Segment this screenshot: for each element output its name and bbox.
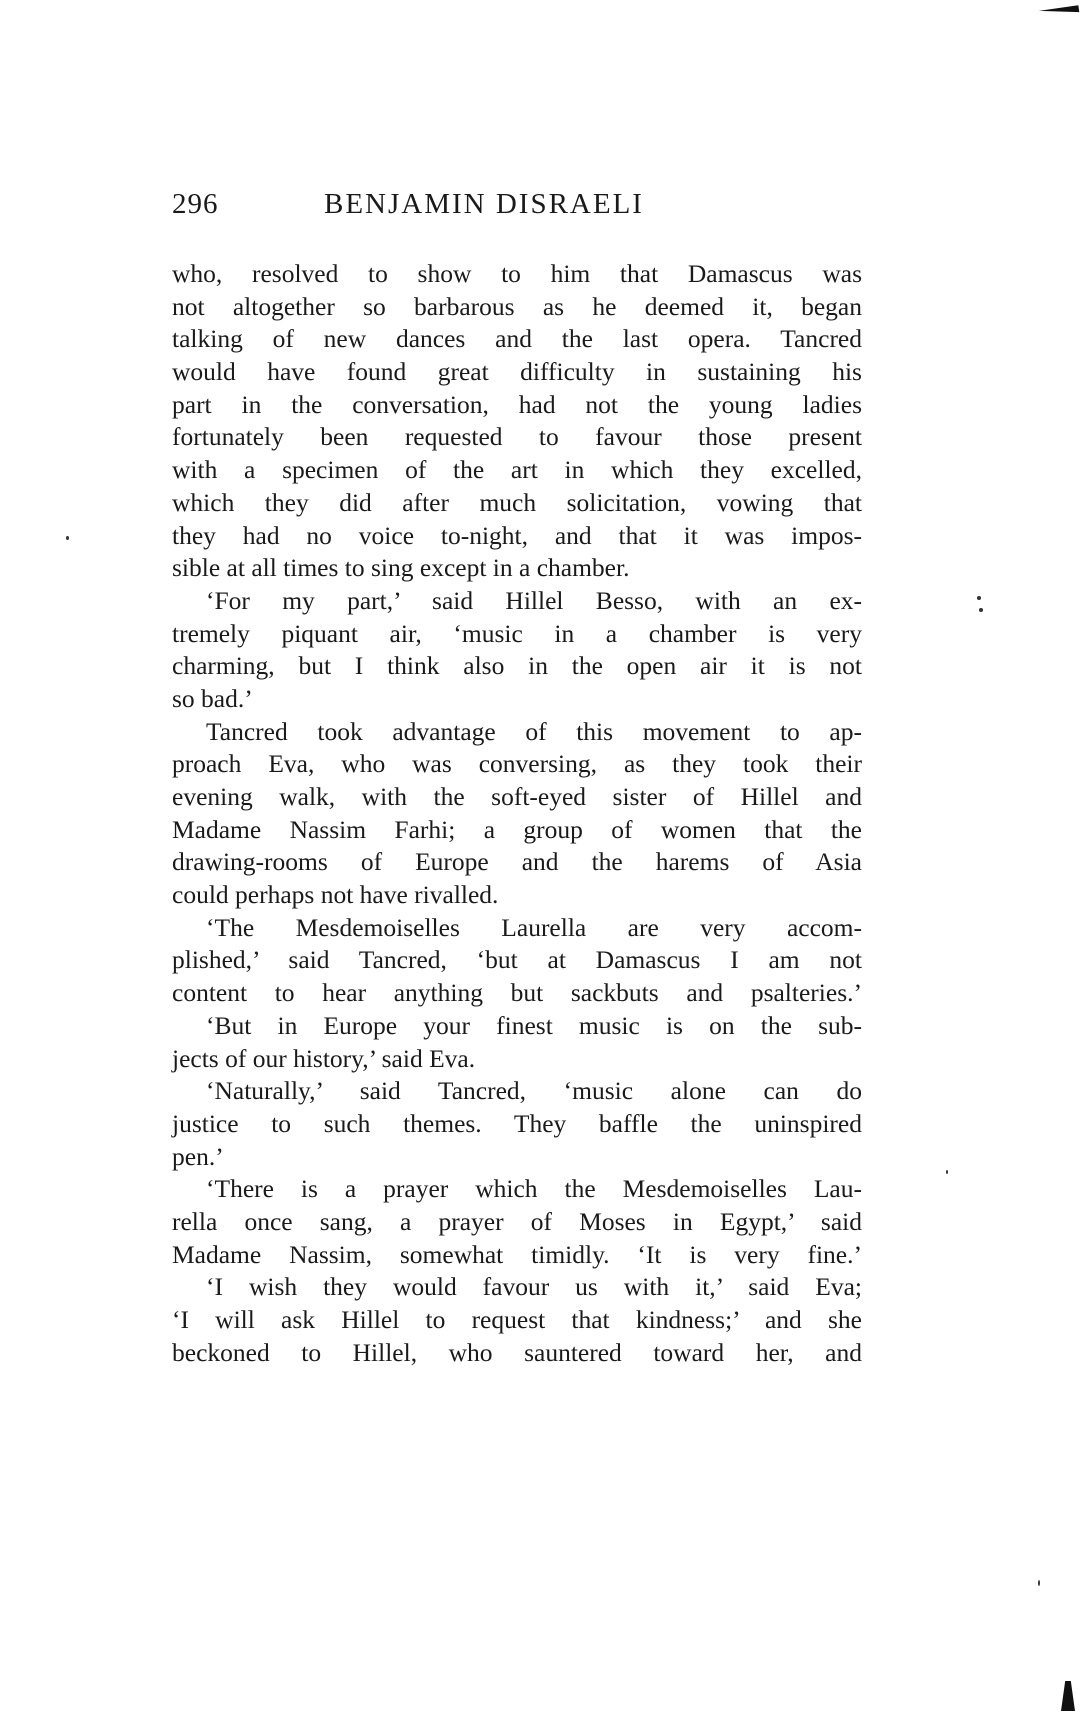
text-line: they had no voice to-night, and that it was impos- [172,520,862,550]
text-line: so bad.’ [172,683,253,713]
scan-speck [977,596,981,600]
text-line: would have found great difficulty in sustaining his [172,357,862,387]
scan-corner-mark [1039,5,1080,17]
text-line: ‘Naturally,’ said Tancred, ‘music alone can do [206,1076,862,1106]
text-line: rella once sang, a prayer of Moses in Egypt,’ said [172,1206,862,1236]
text-line: which they did after much solicitation, vowing that [172,487,862,517]
text-line: Tancred took advantage of this movement to ap- [206,716,862,746]
text-line: beckoned to Hillel, who sauntered toward her, and [172,1337,862,1367]
text-line: proach Eva, who was conversing, as they took their [172,749,862,779]
text-line: ‘I will ask Hillel to request that kindness;’ and she [172,1305,862,1334]
text-line: drawing-rooms of Europe and the harems of Asia [172,847,862,877]
scan-speck [979,608,983,612]
text-line: ‘For my part,’ said Hillel Besso, with an ex- [206,585,862,615]
text-line: Madame Nassim, somewhat timidly. ‘It is very fine.’ [172,1239,862,1269]
text-line: jects of our history,’ said Eva. [172,1043,476,1073]
text-line: who, resolved to show to him that Damascus was [172,259,862,288]
page-number: 296 [172,188,219,220]
text-line: not altogether so barbarous as he deemed it, began [172,291,862,321]
text-line: could perhaps not have rivalled. [172,880,499,910]
text-line: Madame Nassim Farhi; a group of women that the [172,814,862,844]
text-line: pen.’ [172,1141,224,1171]
text-line: ‘But in Europe your finest music is on the sub- [206,1010,862,1040]
scan-speck [1038,1580,1040,1586]
text-line: with a specimen of the art in which they excelled, [172,455,862,485]
text-line: part in the conversation, had not the young ladies [172,389,862,419]
running-title: BENJAMIN DISRAELI [324,188,644,220]
scan-bottom-mark [1061,1681,1075,1711]
text-line: evening walk, with the soft-eyed sister of Hillel and [172,782,862,811]
text-line: content to hear anything but sackbuts and psalteries.’ [172,978,862,1008]
text-line: plished,’ said Tancred, ‘but at Damascus I am not [172,945,862,975]
text-line: fortunately been requested to favour those present [172,422,862,452]
body-text [172,258,862,1369]
text-line: ‘The Mesdemoiselles Laurella are very accom- [206,912,862,942]
scan-speck [66,536,69,540]
text-line: sible at all times to sing except in a chamber. [172,553,630,583]
text-line: tremely piquant air, ‘music in a chamber is very [172,618,862,648]
scan-speck [946,1170,948,1174]
running-head [172,188,872,232]
text-line: talking of new dances and the last opera. Tancred [172,324,862,354]
text-line: ‘There is a prayer which the Mesdemoiselles Lau- [206,1174,862,1204]
text-line: justice to such themes. They baffle the uninspired [172,1108,862,1138]
text-line: charming, but I think also in the open air it is not [172,651,862,681]
text-line: ‘I wish they would favour us with it,’ said Eva; [206,1272,862,1302]
